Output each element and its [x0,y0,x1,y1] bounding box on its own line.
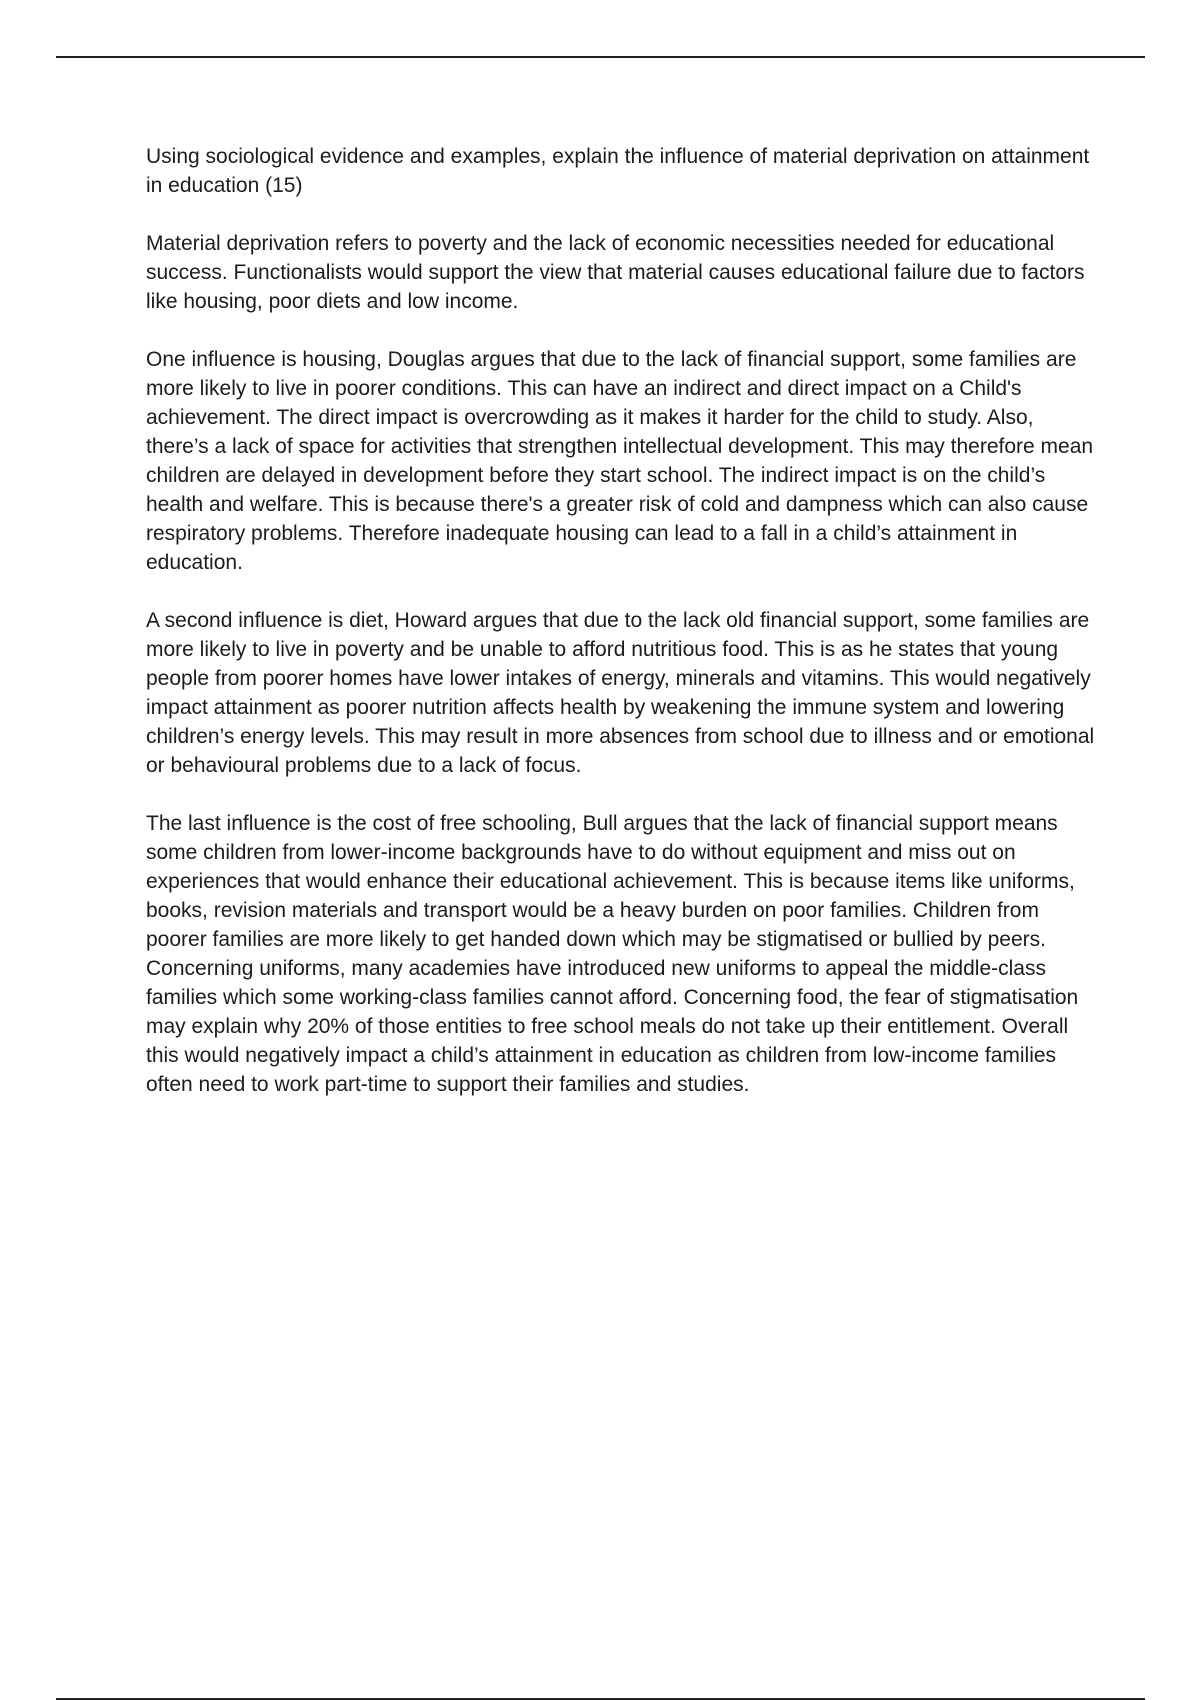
paragraph-definition: Material deprivation refers to poverty and the lack of economic necessities needed for educational success. Functionalists would support the view that material causes educational failure due to factors like housing, poor diets and low income. [146,232,1085,313]
document-body [146,142,1096,1128]
header-divider [56,56,1145,58]
paragraph-diet: A second influence is diet, Howard argues that due to the lack old financial support, some families are more likely to live in poverty and be unable to afford nutritious food. This is as he states that young people from poorer homes have lower intakes of energy, minerals and vitamins. This would negatively impact attainment as poorer nutrition affects health by weakening the immune system and lowering children’s energy levels. This may result in more absences from school due to illness and or emotional or behavioural problems due to a lack of focus. [146,609,1095,777]
paragraph-cost-of-schooling: The last influence is the cost of free schooling, Bull argues that the lack of financial support means some children from lower-income backgrounds have to do without equipment and miss out on experiences that would enhance their educational achievement. This is because items like uniforms, books, revision materials and transport would be a heavy burden on poor families. Children from poorer families are more likely to get handed down which may be stigmatised or bullied by peers. Concerning uniforms, many academies have introduced new uniforms to appeal the middle-class families which some working-class families cannot afford. Concerning food, the fear of stigmatisation may explain why 20% of those entities to free school meals do not take up their entitlement. Overall this would negatively impact a child’s attainment in education as children from low-income families often need to work part-time to support their families and studies. [146,812,1079,1096]
paragraph-housing: One influence is housing, Douglas argues that due to the lack of financial support, some families are more likely to live in poorer conditions. This can have an indirect and direct impact on a Child's achievement. The direct impact is overcrowding as it makes it harder for the child to study. Also, there’s a lack of space for activities that strengthen intellectual development. This may therefore mean children are delayed in development before they start school. The indirect impact is on the child’s health and welfare. This is because there's a greater risk of cold and dampness which can also cause respiratory problems. Therefore inadequate housing can lead to a fall in a child’s attainment in education. [146,348,1094,574]
essay-question: Using sociological evidence and examples, explain the influence of material deprivation on attainment in education (15) [146,145,1090,197]
